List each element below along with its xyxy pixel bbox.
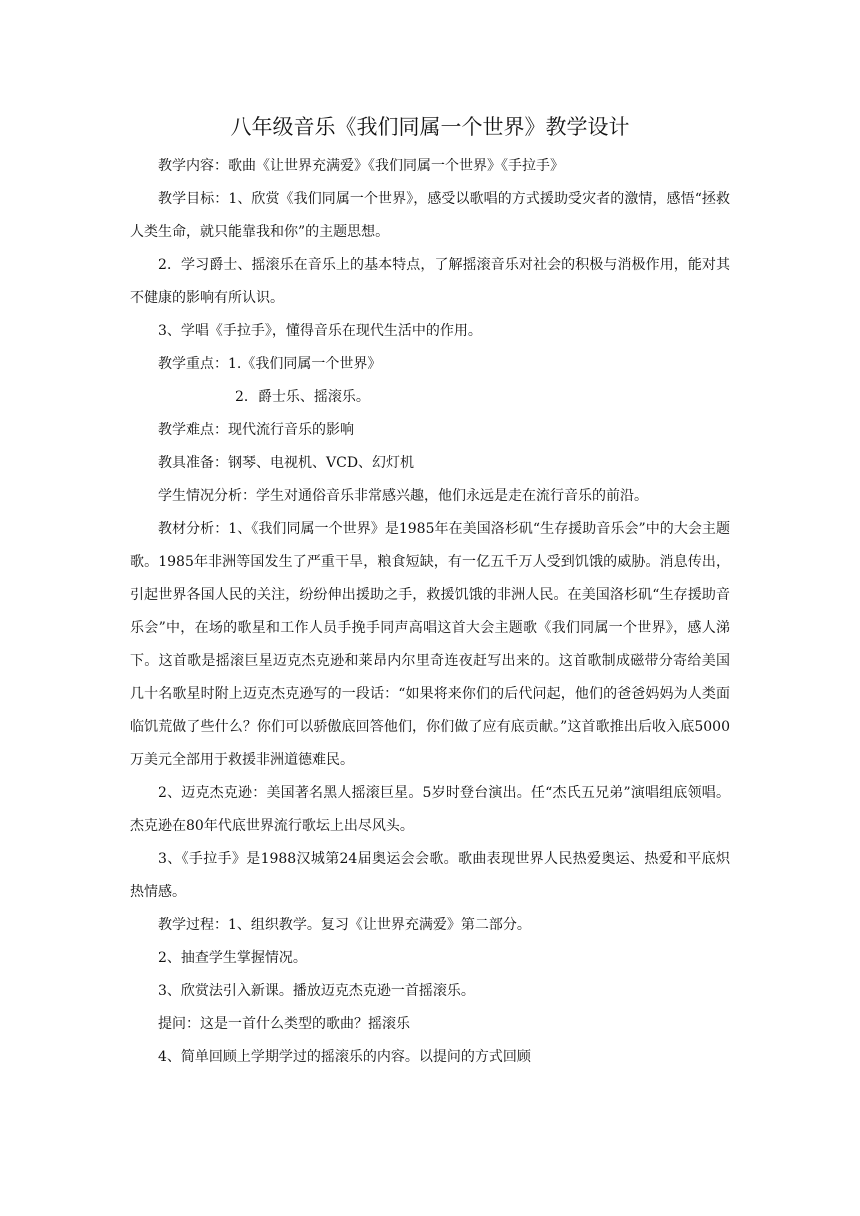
paragraph-process-1: 教学过程：1、组织教学。复习《让世界充满爱》第二部分。 bbox=[158, 917, 531, 933]
paragraph-material-analysis-2: 2、迈克杰克逊：美国著名黑人摇滚巨星。5岁时登台演出。任“杰氏五兄弟”演唱组底领唱。杰克逊在80年代底世界流行歌坛上出尽风头。 bbox=[130, 785, 730, 834]
paragraph-key-point-2: 2．爵士乐、摇滚乐。 bbox=[235, 389, 370, 405]
paragraph-question: 提问：这是一首什么类型的歌曲？摇滚乐 bbox=[158, 1016, 410, 1032]
paragraph-process-4: 4、简单回顾上学期学过的摇滚乐的内容。以提问的方式回顾 bbox=[158, 1049, 531, 1065]
paragraph-difficulty: 教学难点：现代流行音乐的影响 bbox=[158, 422, 354, 438]
document-body bbox=[130, 150, 730, 1074]
paragraph-key-point-1: 教学重点：1.《我们同属一个世界》 bbox=[158, 356, 382, 372]
paragraph-process-3: 3、欣赏法引入新课。播放迈克杰克逊一首摇滚乐。 bbox=[158, 983, 475, 999]
paragraph-teaching-content: 教学内容：歌曲《让世界充满爱》《我们同属一个世界》《手拉手》 bbox=[158, 158, 564, 174]
paragraph-process-2: 2、抽查学生掌握情况。 bbox=[158, 950, 307, 966]
paragraph-teaching-goal-3: 3、学唱《手拉手》，懂得音乐在现代生活中的作用。 bbox=[158, 323, 482, 339]
paragraph-material-analysis-3: 3、《手拉手》是1988汉城第24届奥运会会歌。歌曲表现世界人民热爱奥运、热爱和平底炽热情感。 bbox=[130, 851, 730, 900]
paragraph-teaching-goal-2: 2．学习爵士、摇滚乐在音乐上的基本特点，了解摇滚音乐对社会的积极与消极作用，能对其不健康的影响有所认识。 bbox=[130, 257, 730, 306]
document-title: 八年级音乐《我们同属一个世界》教学设计 bbox=[230, 115, 630, 139]
paragraph-teaching-aids: 教具准备：钢琴、电视机、VCD、幻灯机 bbox=[158, 455, 415, 471]
paragraph-material-analysis-1: 教材分析：1、《我们同属一个世界》是1985年在美国洛杉矶“生存援助音乐会”中的大会主题歌。1985年非洲等国发生了严重干旱，粮食短缺，有一亿五千万人受到饥饿的威胁。消息传出，引起世界各国人民的关注，纷纷伸出援助之手，救援饥饿的非洲人民。在美国洛杉矶“生存援助音乐会”中，在场的歌星和工作人员手挽手同声高唱这首大会主题歌《我们同属一个世界》，感人涕下。这首歌是摇滚巨星迈克杰克逊和莱昂内尔里奇连夜赶写出来的。这首歌制成磁带分寄给美国几十名歌星时附上迈克杰克逊写的一段话：“如果将来你们的后代问起，他们的爸爸妈妈为人类面临饥荒做了些什么？你们可以骄傲底回答他们，你们做了应有底贡献。”这首歌推出后收入底5000万美元全部用于救援非洲道德难民。 bbox=[130, 521, 730, 768]
paragraph-teaching-goal-1: 教学目标：1、欣赏《我们同属一个世界》，感受以歌唱的方式援助受灾者的激情，感悟“拯救人类生命，就只能靠我和你”的主题思想。 bbox=[130, 191, 730, 240]
paragraph-student-analysis: 学生情况分析：学生对通俗音乐非常感兴趣，他们永远是走在流行音乐的前沿。 bbox=[158, 488, 648, 504]
